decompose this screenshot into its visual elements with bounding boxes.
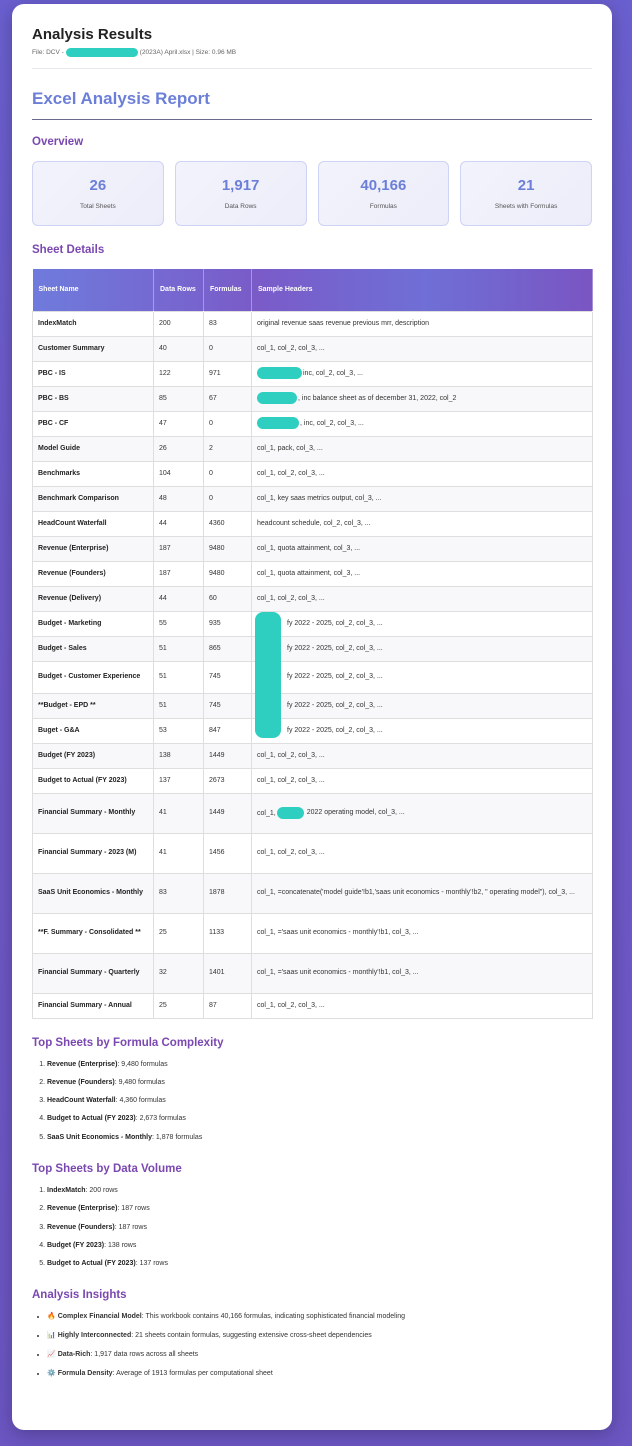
- cell-formulas: 847: [204, 718, 252, 743]
- cell-formulas: 9480: [204, 536, 252, 561]
- stat-card-total-sheets: [32, 161, 164, 226]
- list-item: [47, 1133, 592, 1151]
- item-name: HeadCount Waterfall: [47, 1097, 116, 1105]
- item-value: : 187 rows: [114, 1223, 147, 1231]
- table-row: [33, 611, 593, 636]
- cell-sheet-name: PBC - IS: [33, 361, 154, 386]
- sheet-details-table: [32, 269, 593, 1019]
- item-value: : 9,480 formulas: [114, 1078, 165, 1086]
- top-formula-title: Top Sheets by Formula Complexity: [32, 1036, 224, 1049]
- cell-sample-headers: [252, 611, 593, 636]
- stat-value: 40,166: [360, 177, 407, 194]
- table-row: [33, 873, 593, 913]
- cell-data-rows: 200: [154, 311, 204, 336]
- stat-card-sheets-with-formulas: [460, 161, 592, 226]
- cell-sheet-name: **F. Summary - Consolidated **: [33, 913, 154, 953]
- cell-formulas: 745: [204, 693, 252, 718]
- stat-label: Sheets with Formulas: [494, 203, 558, 210]
- stat-value: 26: [89, 177, 107, 194]
- cell-sheet-name: Financial Summary - Annual: [33, 993, 154, 1018]
- redaction-mark: [66, 48, 138, 57]
- cell-data-rows: 187: [154, 536, 204, 561]
- cell-sample-headers: [252, 361, 593, 386]
- cell-data-rows: 138: [154, 743, 204, 768]
- table-header-row: [33, 269, 593, 311]
- divider: [32, 68, 592, 69]
- cell-sheet-name: Budget - Customer Experience: [33, 661, 154, 693]
- insight-text: : 1,917 data rows across all sheets: [90, 1350, 199, 1358]
- table-row: [33, 693, 593, 718]
- cell-sample-headers: [252, 913, 593, 953]
- cell-data-rows: 55: [154, 611, 204, 636]
- cell-sample-headers: [252, 993, 593, 1018]
- cell-sample-headers: [252, 386, 593, 411]
- cell-sample-headers: [252, 833, 593, 873]
- cell-formulas: 9480: [204, 561, 252, 586]
- table-row: [33, 636, 593, 661]
- item-value: : 187 rows: [117, 1205, 150, 1213]
- file-info: [32, 48, 592, 57]
- header-text: col_1, quota attainment, col_3, ...: [257, 569, 361, 577]
- list-item: [47, 1331, 592, 1350]
- redaction-mark: [257, 417, 299, 429]
- header-text: fy 2022 - 2025, col_2, col_3, ...: [287, 619, 383, 627]
- cell-formulas: 865: [204, 636, 252, 661]
- file-suffix: (2023A) April.xlsx | Size: 0.96 MB: [139, 49, 237, 56]
- header-text: col_1, col_2, col_3, ...: [257, 751, 325, 759]
- stat-label: Formulas: [369, 203, 397, 210]
- table-row: [33, 461, 593, 486]
- list-item: [47, 1114, 592, 1132]
- item-name: IndexMatch: [47, 1186, 86, 1194]
- table-row: [33, 361, 593, 386]
- cell-sample-headers: [252, 793, 593, 833]
- header-text: fy 2022 - 2025, col_2, col_3, ...: [287, 701, 383, 709]
- table-row: [33, 953, 593, 993]
- report-title: Excel Analysis Report: [32, 89, 210, 108]
- cell-formulas: 0: [204, 336, 252, 361]
- report-divider: [32, 119, 592, 120]
- stats-row: [32, 161, 592, 226]
- cell-sheet-name: Buget - G&A: [33, 718, 154, 743]
- cell-sheet-name: SaaS Unit Economics - Monthly: [33, 873, 154, 913]
- stat-card-formulas: [318, 161, 450, 226]
- cell-formulas: 87: [204, 993, 252, 1018]
- header-text: headcount schedule, col_2, col_3, ...: [257, 519, 371, 527]
- cell-sample-headers: [252, 661, 593, 693]
- list-item: [47, 1241, 592, 1259]
- cell-sample-headers: [252, 436, 593, 461]
- list-item: [47, 1186, 592, 1204]
- cell-sample-headers: [252, 718, 593, 743]
- table-row: [33, 586, 593, 611]
- item-name: Revenue (Founders): [47, 1078, 115, 1086]
- redaction-mark: [255, 612, 281, 738]
- insights-title: Analysis Insights: [32, 1289, 127, 1302]
- stat-value: 21: [517, 177, 535, 194]
- insight-label: Highly Interconnected: [57, 1332, 132, 1340]
- item-value: : 4,360 formulas: [115, 1097, 166, 1105]
- cell-data-rows: 26: [154, 436, 204, 461]
- column-header-data-rows: Data Rows: [154, 269, 204, 311]
- header-text: , inc balance sheet as of december 31, 2022, col_2: [298, 394, 457, 402]
- cell-sheet-name: Financial Summary - Monthly: [33, 793, 154, 833]
- list-item: [47, 1204, 592, 1222]
- bar-chart-icon: 📊: [47, 1331, 56, 1340]
- list-item: [47, 1312, 592, 1331]
- insights-list: [32, 1312, 592, 1387]
- list-item: [47, 1369, 592, 1388]
- header-text: col_1, pack, col_3, ...: [257, 444, 323, 452]
- cell-data-rows: 85: [154, 386, 204, 411]
- cell-data-rows: 122: [154, 361, 204, 386]
- item-value: : 2,673 formulas: [135, 1115, 186, 1123]
- header-text: col_1, ='saas unit economics - monthly'!b1, col_3, ...: [257, 929, 419, 936]
- table-row: [33, 833, 593, 873]
- cell-sheet-name: PBC - BS: [33, 386, 154, 411]
- overview-title: Overview: [32, 136, 84, 148]
- cell-sheet-name: Benchmarks: [33, 461, 154, 486]
- cell-sheet-name: Budget to Actual (FY 2023): [33, 768, 154, 793]
- header-text: col_1, col_2, col_3, ...: [257, 776, 325, 784]
- header-text: fy 2022 - 2025, col_2, col_3, ...: [287, 673, 383, 680]
- table-row: [33, 336, 593, 361]
- header-text: col_1, =concatenate('model guide'!b1,'saas unit economics - monthly'!b2, " operating model"), col_3, ...: [257, 889, 575, 896]
- cell-sample-headers: [252, 636, 593, 661]
- table-row: [33, 768, 593, 793]
- stat-value: 1,917: [221, 177, 260, 194]
- cell-sample-headers: [252, 586, 593, 611]
- cell-formulas: 1456: [204, 833, 252, 873]
- list-item: [47, 1060, 592, 1078]
- cell-sheet-name: Model Guide: [33, 436, 154, 461]
- cell-sample-headers: [252, 693, 593, 718]
- cell-sample-headers: [252, 486, 593, 511]
- cell-sheet-name: PBC - CF: [33, 411, 154, 436]
- cell-sheet-name: IndexMatch: [33, 311, 154, 336]
- cell-formulas: 971: [204, 361, 252, 386]
- cell-data-rows: 83: [154, 873, 204, 913]
- item-value: : 200 rows: [85, 1186, 118, 1194]
- header-text: col_1, col_2, col_3, ...: [257, 469, 325, 477]
- cell-data-rows: 44: [154, 586, 204, 611]
- cell-sheet-name: Budget - Marketing: [33, 611, 154, 636]
- cell-sample-headers: [252, 536, 593, 561]
- cell-data-rows: 53: [154, 718, 204, 743]
- table-row: [33, 561, 593, 586]
- header-text: col_1, col_2, col_3, ...: [257, 1001, 325, 1009]
- cell-data-rows: 41: [154, 833, 204, 873]
- table-row: [33, 743, 593, 768]
- column-header-sheet-name: Sheet Name: [33, 269, 154, 311]
- cell-sheet-name: Budget (FY 2023): [33, 743, 154, 768]
- cell-formulas: 60: [204, 586, 252, 611]
- cell-sheet-name: HeadCount Waterfall: [33, 511, 154, 536]
- cell-formulas: 0: [204, 486, 252, 511]
- cell-data-rows: 187: [154, 561, 204, 586]
- insight-text: : This workbook contains 40,166 formulas, indicating sophisticated financial modeling: [141, 1313, 406, 1321]
- item-name: Revenue (Enterprise): [47, 1205, 118, 1213]
- cell-sheet-name: Financial Summary - Quarterly: [33, 953, 154, 993]
- fire-icon: 🔥: [47, 1312, 56, 1321]
- cell-sample-headers: [252, 411, 593, 436]
- redaction-mark: [257, 367, 302, 379]
- insight-label: Complex Financial Model: [57, 1313, 142, 1321]
- cell-data-rows: 51: [154, 693, 204, 718]
- insight-label: Formula Density: [57, 1369, 113, 1377]
- top-volume-title: Top Sheets by Data Volume: [32, 1162, 182, 1175]
- item-name: SaaS Unit Economics - Monthly: [47, 1133, 153, 1141]
- table-row: [33, 718, 593, 743]
- cell-data-rows: 51: [154, 661, 204, 693]
- item-name: Budget to Actual (FY 2023): [47, 1260, 136, 1268]
- table-row: [33, 913, 593, 953]
- cell-sample-headers: [252, 743, 593, 768]
- stat-label: Data Rows: [224, 203, 257, 210]
- cell-sample-headers: [252, 873, 593, 913]
- item-value: : 138 rows: [104, 1241, 137, 1249]
- results-card: [12, 4, 612, 1430]
- cell-data-rows: 44: [154, 511, 204, 536]
- header-text: col_1, quota attainment, col_3, ...: [257, 544, 361, 552]
- cell-sample-headers: [252, 953, 593, 993]
- cell-formulas: 1449: [204, 743, 252, 768]
- trending-chart-icon: 📈: [47, 1349, 56, 1358]
- cell-formulas: 1449: [204, 793, 252, 833]
- table-row: [33, 536, 593, 561]
- cell-formulas: 67: [204, 386, 252, 411]
- item-name: Budget (FY 2023): [47, 1241, 105, 1249]
- table-row: [33, 386, 593, 411]
- cell-formulas: 1878: [204, 873, 252, 913]
- header-text: col_1, col_2, col_3, ...: [257, 849, 325, 856]
- cell-formulas: 745: [204, 661, 252, 693]
- cell-sample-headers: [252, 311, 593, 336]
- cell-sheet-name: Financial Summary - 2023 (M): [33, 833, 154, 873]
- page-title: Analysis Results: [32, 26, 153, 43]
- table-row: [33, 311, 593, 336]
- item-value: : 9,480 formulas: [117, 1060, 168, 1068]
- table-row: [33, 661, 593, 693]
- cell-formulas: 1401: [204, 953, 252, 993]
- cell-formulas: 4360: [204, 511, 252, 536]
- item-name: Budget to Actual (FY 2023): [47, 1115, 136, 1123]
- cell-sheet-name: **Budget - EPD **: [33, 693, 154, 718]
- list-item: [47, 1350, 592, 1369]
- cell-sheet-name: Revenue (Enterprise): [33, 536, 154, 561]
- cell-sample-headers: [252, 561, 593, 586]
- table-row: [33, 993, 593, 1018]
- top-formula-list: [32, 1060, 592, 1151]
- cell-formulas: 2673: [204, 768, 252, 793]
- sheet-details-title: Sheet Details: [32, 244, 105, 256]
- header-text: col_1, ='saas unit economics - monthly'!b1, col_3, ...: [257, 969, 419, 976]
- cell-data-rows: 47: [154, 411, 204, 436]
- top-volume-list: [32, 1186, 592, 1277]
- stat-card-data-rows: [175, 161, 307, 226]
- gear-icon: ⚙️: [47, 1368, 56, 1377]
- header-text: col_1, col_2, col_3, ...: [257, 594, 325, 602]
- item-name: Revenue (Enterprise): [47, 1060, 118, 1068]
- column-header-sample-headers: Sample Headers: [252, 269, 593, 311]
- cell-sample-headers: [252, 768, 593, 793]
- item-name: Revenue (Founders): [47, 1223, 115, 1231]
- list-item: [47, 1259, 592, 1277]
- cell-formulas: 1133: [204, 913, 252, 953]
- header-text: col_1, key saas metrics output, col_3, ...: [257, 494, 382, 502]
- header-text: inc, col_2, col_3, ...: [303, 369, 363, 377]
- item-value: : 1,878 formulas: [152, 1133, 203, 1141]
- table-row: [33, 511, 593, 536]
- cell-data-rows: 137: [154, 768, 204, 793]
- cell-sheet-name: Revenue (Founders): [33, 561, 154, 586]
- stat-label: Total Sheets: [79, 203, 116, 210]
- header-text: original revenue saas revenue previous mrr, description: [257, 319, 429, 327]
- cell-data-rows: 48: [154, 486, 204, 511]
- header-text: col_1,: [257, 809, 276, 817]
- table-row: [33, 486, 593, 511]
- cell-data-rows: 51: [154, 636, 204, 661]
- cell-data-rows: 25: [154, 993, 204, 1018]
- redaction-mark: [277, 807, 304, 819]
- cell-formulas: 0: [204, 411, 252, 436]
- cell-data-rows: 32: [154, 953, 204, 993]
- item-value: : 137 rows: [135, 1260, 168, 1268]
- header-text: fy 2022 - 2025, col_2, col_3, ...: [287, 644, 383, 652]
- cell-data-rows: 40: [154, 336, 204, 361]
- insight-text: : Average of 1913 formulas per computational sheet: [112, 1369, 273, 1377]
- cell-sheet-name: Revenue (Delivery): [33, 586, 154, 611]
- list-item: [47, 1078, 592, 1096]
- list-item: [47, 1096, 592, 1114]
- cell-formulas: 83: [204, 311, 252, 336]
- table-row: [33, 436, 593, 461]
- cell-formulas: 0: [204, 461, 252, 486]
- insight-text: : 21 sheets contain formulas, suggesting extensive cross-sheet dependencies: [131, 1332, 372, 1340]
- table-row: [33, 411, 593, 436]
- cell-data-rows: 25: [154, 913, 204, 953]
- cell-sample-headers: [252, 511, 593, 536]
- header-text: col_1, col_2, col_3, ...: [257, 344, 325, 352]
- header-text: 2022 operating model, col_3, ...: [306, 809, 405, 817]
- cell-sheet-name: Benchmark Comparison: [33, 486, 154, 511]
- header-text: , inc, col_2, col_3, ...: [300, 419, 364, 427]
- insight-label: Data-Rich: [57, 1350, 91, 1358]
- cell-data-rows: 104: [154, 461, 204, 486]
- cell-sample-headers: [252, 336, 593, 361]
- table-row: [33, 793, 593, 833]
- cell-formulas: 935: [204, 611, 252, 636]
- redaction-mark: [257, 392, 297, 404]
- cell-sample-headers: [252, 461, 593, 486]
- cell-data-rows: 41: [154, 793, 204, 833]
- cell-formulas: 2: [204, 436, 252, 461]
- file-prefix: File: DCV -: [32, 49, 64, 56]
- cell-sheet-name: Budget - Sales: [33, 636, 154, 661]
- cell-sheet-name: Customer Summary: [33, 336, 154, 361]
- header-text: fy 2022 - 2025, col_2, col_3, ...: [287, 726, 383, 734]
- list-item: [47, 1223, 592, 1241]
- column-header-formulas: Formulas: [204, 269, 252, 311]
